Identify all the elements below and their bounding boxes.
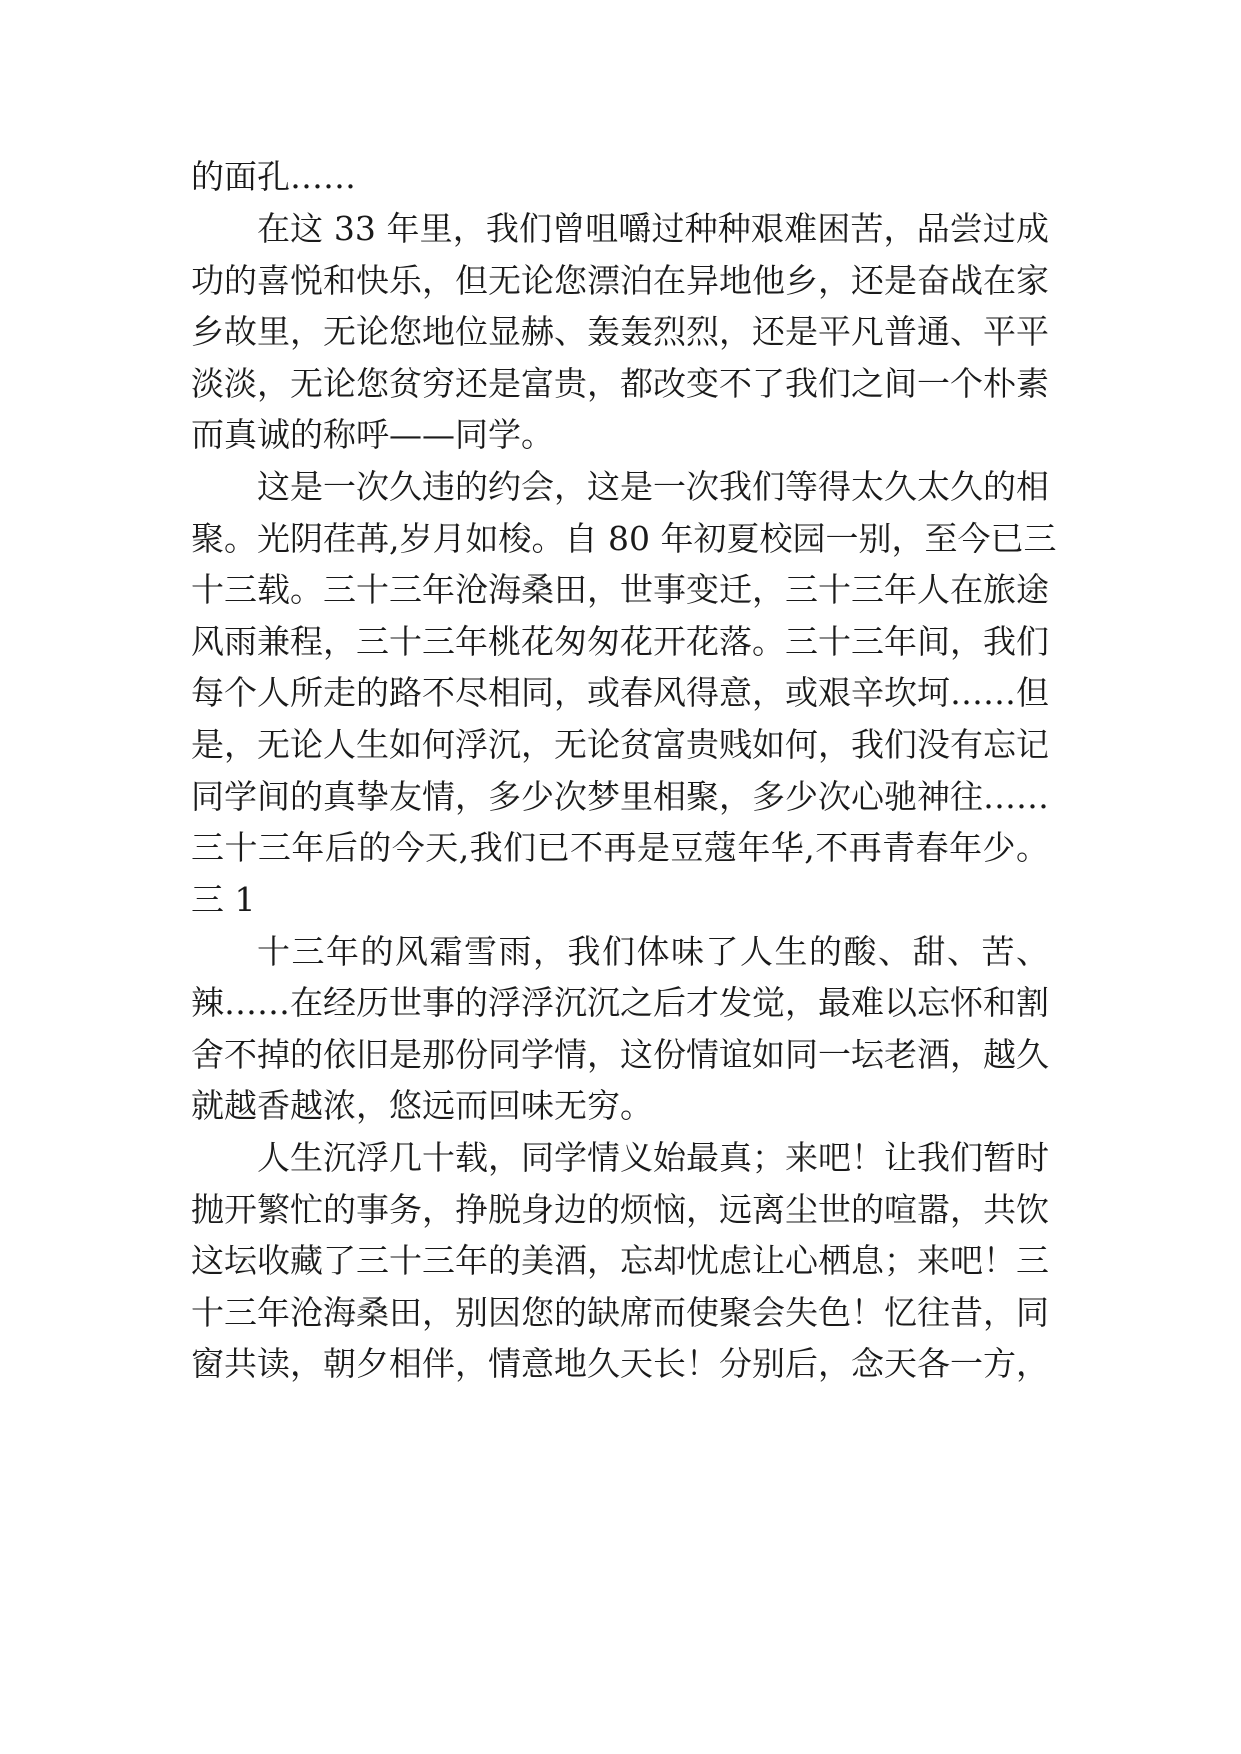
text-line: 就越香越浓，悠远而回味无穷。 xyxy=(191,1086,653,1125)
text-line: 每个人所走的路不尽相同，或春风得意，或艰辛坎坷……但 xyxy=(191,673,1049,712)
text-line: 乡故里，无论您地位显赫、轰轰烈烈，还是平凡普通、平平 xyxy=(191,312,1049,351)
text-line: 三 1 xyxy=(191,880,256,919)
text-line: 辣……在经历世事的浮浮沉沉之后才发觉，最难以忘怀和割 xyxy=(191,983,1049,1022)
text-line: 聚。光阴荏苒,岁月如梭。自 80 年初夏校园一别，至今已三 xyxy=(191,519,1057,558)
text-line: 三十三年后的今天,我们已不再是豆蔻年华,不再青春年少。 xyxy=(191,828,1049,867)
text-line: 这是一次久违的约会，这是一次我们等得太久太久的相 xyxy=(257,467,1049,506)
text-line: 风雨兼程，三十三年桃花匆匆花开花落。三十三年间，我们 xyxy=(191,622,1049,661)
text-line: 而真诚的称呼——同学。 xyxy=(191,415,554,454)
text-line: 十三载。三十三年沧海桑田，世事变迁，三十三年人在旅途 xyxy=(191,570,1049,609)
text-line: 舍不掉的依旧是那份同学情，这份情谊如同一坛老酒，越久 xyxy=(191,1035,1049,1074)
text-line: 同学间的真挚友情，多少次梦里相聚，多少次心驰神往…… xyxy=(191,777,1049,816)
text-line: 十三年沧海桑田，别因您的缺席而使聚会失色！忆往昔，同 xyxy=(191,1293,1049,1332)
text-line: 是，无论人生如何浮沉，无论贫富贵贱如何，我们没有忘记 xyxy=(191,725,1049,764)
text-line: 这坛收藏了三十三年的美酒，忘却忧虑让心栖息；来吧！三 xyxy=(191,1241,1049,1280)
text-line: 在这 33 年里，我们曾咀嚼过种种艰难困苦，品尝过成 xyxy=(257,209,1049,248)
text-line: 窗共读，朝夕相伴，情意地久天长！分别后，念天各一方， xyxy=(191,1344,1049,1383)
text-line: 功的喜悦和快乐，但无论您漂泊在异地他乡，还是奋战在家 xyxy=(191,261,1049,300)
text-line: 人生沉浮几十载，同学情义始最真；来吧！让我们暂时 xyxy=(257,1138,1049,1177)
text-line: 的面孔…… xyxy=(191,157,356,196)
text-line: 十三年的风霜雪雨，我们体味了人生的酸、甜、苦、 xyxy=(257,932,1049,971)
text-line: 淡淡，无论您贫穷还是富贵，都改变不了我们之间一个朴素 xyxy=(191,364,1049,403)
text-line: 抛开繁忙的事务，挣脱身边的烦恼，远离尘世的喧嚣，共饮 xyxy=(191,1190,1049,1229)
